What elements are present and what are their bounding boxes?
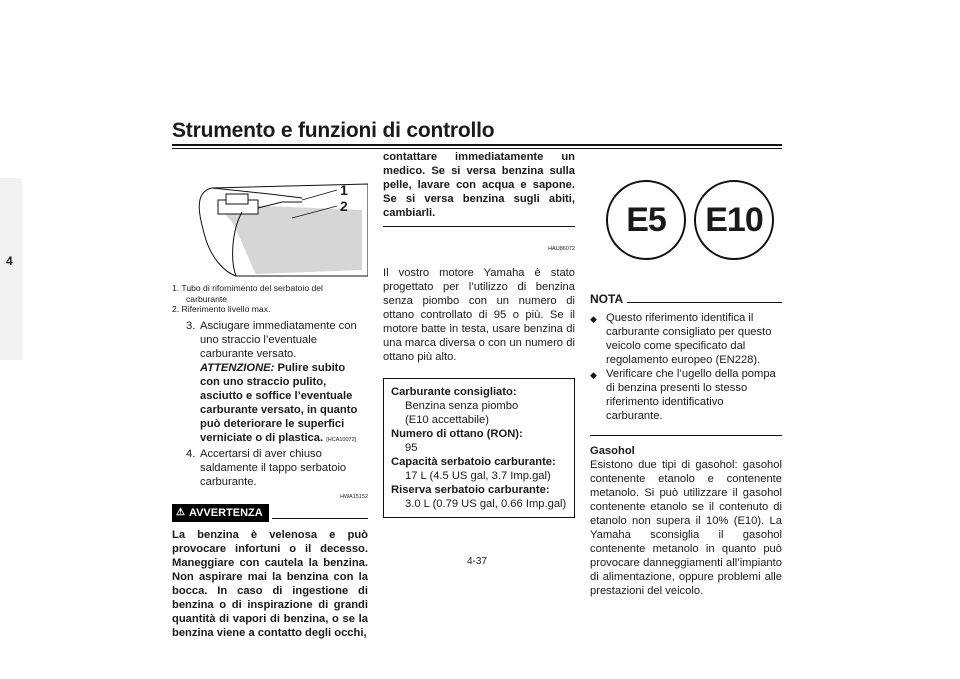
steps-list	[172, 319, 368, 489]
nota-bullet	[590, 311, 782, 367]
caption-item-1: 1. Tubo di rifornimento del serbatoio del	[172, 283, 323, 293]
fuel-signs	[590, 178, 782, 268]
spec-label: Riserva serbatoio carburante:	[391, 484, 550, 496]
spec-label: Numero di ottano (RON):	[391, 428, 523, 440]
nota-header	[590, 292, 782, 306]
gasohol-title: Gasohol	[590, 445, 635, 457]
page-number: 4-37	[467, 556, 488, 567]
chapter-tab	[0, 178, 22, 360]
nota-bullet	[590, 367, 782, 423]
step-number: 4.	[186, 447, 196, 460]
nota-rule	[627, 302, 782, 303]
gasohol-text: Esistono due tipi di gasohol: gasohol contenente etanolo e contenente metanolo. Si può utilizzare il gasohol contenente etanolo se il contenuto di etanolo non supera il 10% (E10). La Yamaha sconsiglia il gasohol contenente metanolo in quanto può provocare danneggiamenti all’impianto di alimentazione, oppure problemi alle prestazioni del veicolo.	[590, 459, 782, 597]
attention-text: Pulire subito con uno straccio pulito, asciutto e soffice l’eventuale carburante versato, in quanto può deteriorare le superfici verniciate o di plastica.	[200, 361, 358, 444]
fuel-spec-box	[383, 378, 575, 518]
nota-bullet-text: Verificare che l’ugello della pompa di benzina presenti lo stesso riferimento identificativo carburante.	[606, 368, 776, 422]
spec-label: Carburante consigliato:	[391, 386, 517, 398]
nota-label: NOTA	[590, 292, 624, 306]
callout-2: 2	[340, 198, 348, 214]
step-4	[186, 447, 368, 489]
step-text: Accertarsi di aver chiuso saldamente il tappo serbatoio carburante.	[200, 447, 347, 488]
warning-end-rule	[383, 226, 575, 227]
nota-bullet-text: Questo riferimento identifica il carburante consigliato per questo veicolo come specificato dal regolamento europeo (EN228).	[606, 312, 772, 366]
section-code: HAU86072	[548, 246, 575, 252]
column-3	[590, 292, 782, 598]
warning-label: AVVERTENZA	[188, 506, 263, 519]
warning-text-continued: contattare immediatamente un medico. Se si versa benzina sulla pelle, lavare con acqua e sapone. Se si versa benzina sugli abiti, cambiarli.	[383, 151, 575, 219]
step-number: 3.	[186, 319, 196, 332]
fuel-tank-figure	[172, 170, 368, 280]
warning-code: HWA15152	[340, 493, 368, 500]
column-1	[172, 283, 368, 640]
column-2	[383, 150, 575, 518]
attention-label: ATTENZIONE:	[200, 361, 275, 374]
spec-value: Benzina senza piombo	[405, 400, 519, 412]
spec-value: 17 L (4.5 US gal, 3.7 Imp.gal)	[405, 470, 551, 482]
header-rule-thin	[172, 148, 782, 149]
fuel-sign-e10: E10	[694, 180, 774, 260]
chapter-number: 4	[6, 254, 13, 268]
header-rule	[172, 144, 782, 146]
nota-end-rule	[590, 435, 782, 436]
callout-1: 1	[340, 182, 348, 198]
page-title: Strumento e funzioni di controllo	[172, 119, 495, 142]
attention-code: [HCA10072]	[326, 436, 357, 443]
step-3	[186, 319, 368, 447]
warning-triangle-icon: ⚠	[176, 506, 185, 518]
fuel-tank-illustration	[172, 170, 368, 280]
fuel-sign-e5: E5	[606, 180, 686, 260]
warning-header	[172, 504, 368, 522]
step-text: Asciugare immediatamente con uno straccio l’eventuale carburante versato.	[200, 319, 357, 360]
spec-value: (E10 accettabile)	[405, 414, 489, 426]
fuel-paragraph: Il vostro motore Yamaha è stato progettato per l’utilizzo di benzina senza piombo con un numero di ottano controllato di 95 o più. Se il motore batte in testa, usare benzina di una marca diversa o con un numero di ottano più alto.	[383, 267, 575, 363]
warning-rule	[272, 518, 368, 519]
spec-value: 95	[405, 442, 418, 454]
caption-item-2: 2. Riferimento livello max.	[172, 304, 271, 314]
caption-item-1-cont: carburante	[186, 293, 228, 304]
bullet-icon: ◆	[590, 314, 597, 324]
spec-value: 3.0 L (0.79 US gal, 0.66 Imp.gal)	[405, 498, 567, 510]
figure-caption	[172, 283, 368, 315]
warning-text: La benzina è velenosa e può provocare infortuni o il decesso. Maneggiare con cautela la benzina. Non aspirare mai la benzina con la bocca. In caso di ingestione di benzina o di inspirazione di grandi quantità di vapori di benzina, o se la benzina viene a contatto degli occhi,	[172, 528, 368, 639]
spec-label: Capacità serbatoio carburante:	[391, 456, 556, 468]
bullet-icon: ◆	[590, 370, 597, 380]
warning-badge	[172, 504, 269, 522]
